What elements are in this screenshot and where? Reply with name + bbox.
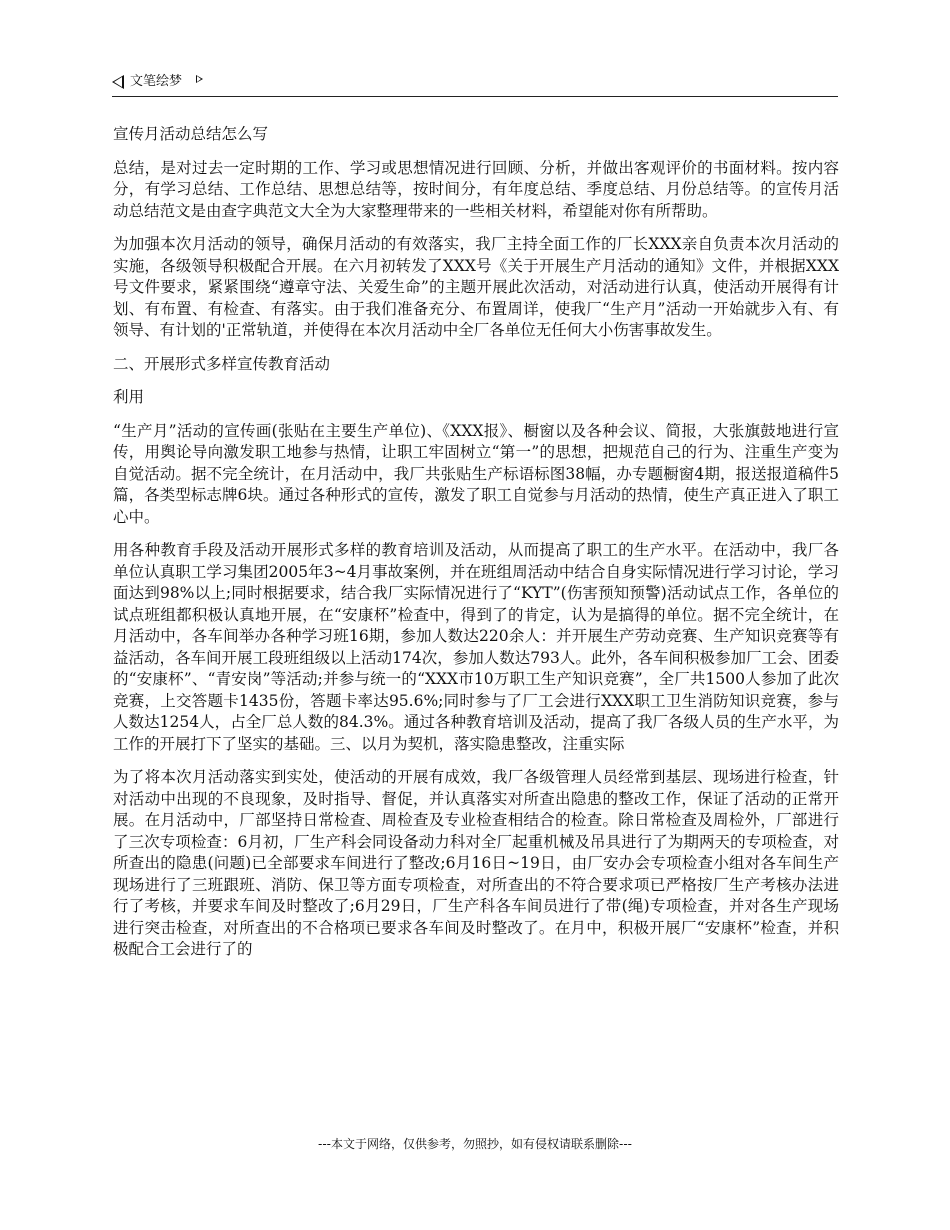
document-title: 宣传月活动总结怎么写 <box>113 125 269 143</box>
page-header <box>112 70 838 97</box>
paragraph: 为加强本次月活动的领导，确保月活动的有效落实，我厂主持全面工作的厂长XXX亲自负责本次月活动的实施，各级领导积极配合开展。在六月初转发了XXX号《关于开展生产月活动的通知》文件，并根据XXX号文件要求，紧紧围绕“遵章守法、关爱生命”的主题开展此次活动，对活动进行认真，使活动开展得有计划、有布置、有检查、有落实。由于我们准备充分、布置周详，使我厂“生产月”活动一开始就步入有、有领导、有计划的'正常轨道，并使得在本次月活动中全厂各单位无任何大小伤害事故发生。 <box>113 235 839 339</box>
paragraph: 为了将本次月活动落实到实处，使活动的开展有成效，我厂各级管理人员经常到基层、现场进行检查，针对活动中出现的不良现象，及时指导、督促，并认真落实对所查出隐患的整改工作，保证了活动的正常开展。在月活动中，厂部坚持日常检查、周检查及专业检查相结合的检查。除日常检查及周检外，厂部进行了三次专项检查：6月初，厂生产科会同设备动力科对全厂起重机械及吊具进行了为期两天的专项检查，对所查出的隐患(问题)已全部要求车间进行了整改;6月16日~19日，由厂安办会专项检查小组对各车间生产现场进行了三班跟班、消防、保卫等方面专项检查，对所查出的不符合要求项已严格按厂生产考核办法进行了考核，并要求车间及时整改了;6月29日，厂生产科各车间员进行了带(绳)专项检查，并对各生产现场进行突击检查，对所查出的不合格项已要求各车间及时整改了。在月中，积极开展厂“安康杯”检查，并积极配合工会进行了的 <box>113 768 839 958</box>
paragraph: 用各种教育手段及活动开展形式多样的教育培训及活动，从而提高了职工的生产水平。在活动中，我厂各单位认真职工学习集团2005年3~4月事故案例，并在班组周活动中结合自身实际情况进行学习讨论，学习面达到98%以上;同时根据要求，结合我厂实际情况进行了“KYT”(伤害预知预警)活动试点工作，各单位的试点班组都积极认真地开展，在“安康杯”检查中，得到了的肯定，认为是搞得的单位。据不完全统计，在月活动中，各车间举办各种学习班16期，参加人数达220余人：并开展生产劳动竞赛、生产知识竞赛等有益活动，各车间开展工段班组级以上活动174次，参加人数达793人。此外，各车间积极参加厂工会、团委的“安康杯”、“青安岗”等活动;并参与统一的“XXX市10万职工生产知识竞赛”，全厂共1500人参加了此次竞赛，上交答题卡1435份，答题卡率达95.6%;同时参与了厂工会进行XXX职工卫生消防知识竞赛，参与人数达1254人，占全厂总人数的84.3%。通过各种教育培训及活动，提高了我厂各级人员的生产水平，为工作的开展打下了坚实的基础。三、以月为契机，落实隐患整改，注重实际 <box>113 541 839 753</box>
triangle-right-icon <box>196 75 203 83</box>
paragraph: “生产月”活动的宣传画(张贴在主要生产单位)、《XXX报》、橱窗以及各种会议、简报，大张旗鼓地进行宣传，用舆论导向激发职工地参与热情，让职工牢固树立“第一”的思想，把规范自己的行为、注重生产变为自觉活动。据不完全统计，在月活动中，我厂共张贴生产标语标图38幅，办专题橱窗4期，报送报道稿件5篇，各类型标志牌6块。通过各种形式的宣传，激发了职工自觉参与月活动的热情，使生产真正进入了职工心中。 <box>113 421 839 526</box>
section-heading: 二、开展形式多样宣传教育活动 <box>113 354 331 373</box>
document-body <box>113 124 839 973</box>
brand <box>112 74 203 90</box>
brand-name: 文笔绘梦 <box>130 74 183 89</box>
triangle-left-icon <box>112 75 124 89</box>
paragraph: 利用 <box>113 388 145 406</box>
paragraph: 总结，是对过去一定时期的工作、学习或思想情况进行回顾、分析，并做出客观评价的书面材料。按内容分，有学习总结、工作总结、思想总结等，按时间分，有年度总结、季度总结、月份总结等。的宣传月活动总结范文是由查字典范文大全为大家整理带来的一些相关材料，希望能对你有所帮助。 <box>113 158 839 220</box>
footer-disclaimer: ---本文于网络，仅供参考，勿照抄，如有侵权请联系删除--- <box>318 1137 632 1151</box>
